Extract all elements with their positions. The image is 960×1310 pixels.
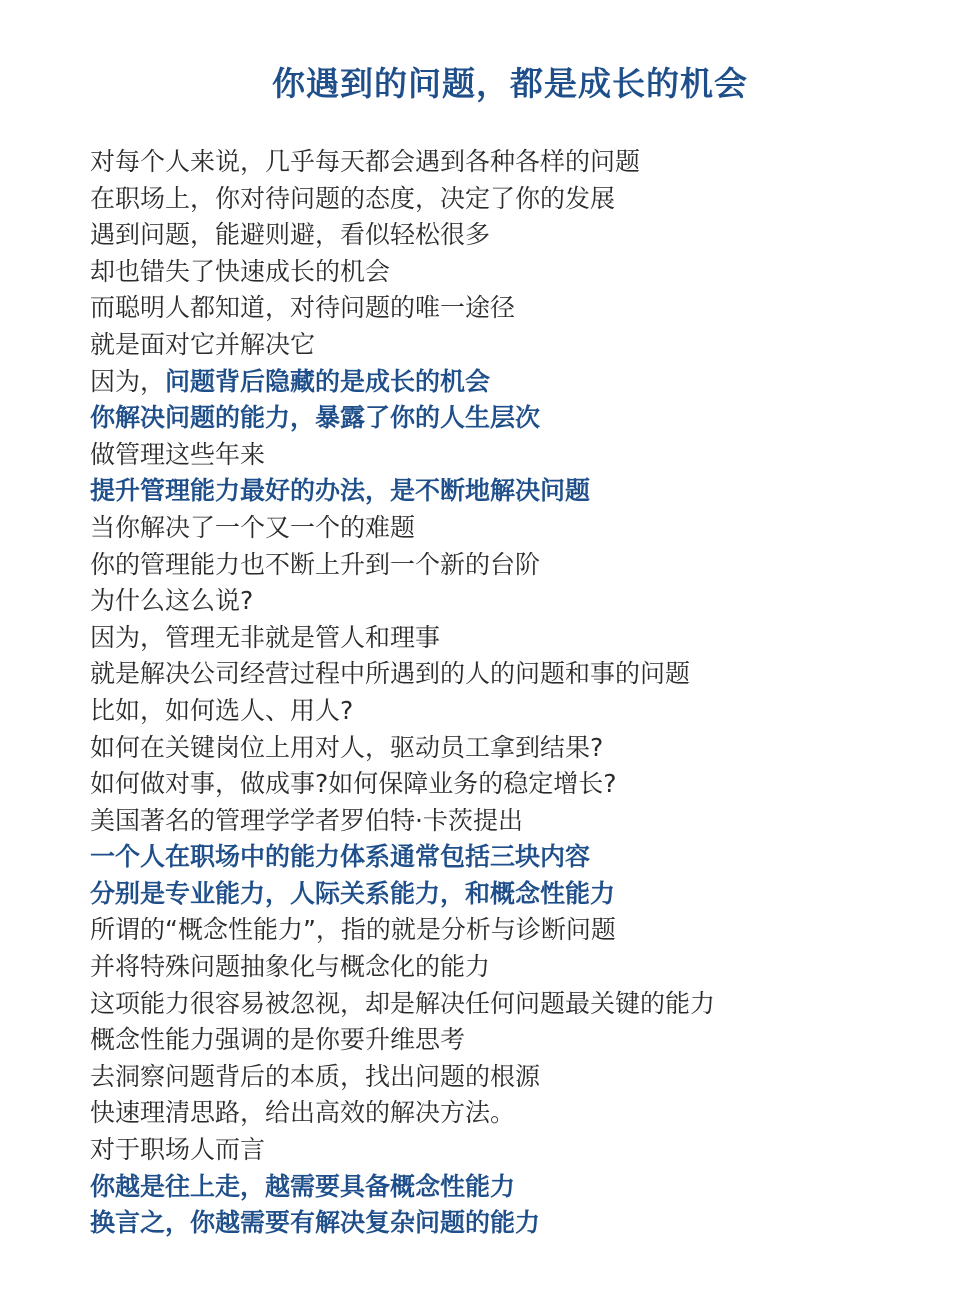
- article-line: 比如，如何选人、用人?: [90, 695, 354, 725]
- article-line: 因为，管理无非就是管人和理事: [90, 622, 441, 652]
- article-body: [90, 144, 930, 1242]
- highlighted-phrase: 问题背后隐藏的是成长的机会: [165, 366, 491, 396]
- article-line: 对每个人来说，几乎每天都会遇到各种各样的问题: [90, 147, 641, 176]
- article-line: 去洞察问题背后的本质，找出问题的根源: [90, 1061, 541, 1091]
- article-line: 这项能力很容易被忽视，却是解决任何问题最关键的能力: [90, 988, 716, 1018]
- article-line: 如何做对事，做成事?如何保障业务的稳定增长?: [90, 769, 617, 799]
- article-line: 快速理清思路，给出高效的解决方法。: [90, 1098, 516, 1128]
- article-line: 如何在关键岗位上用对人，驱动员工拿到结果?: [90, 732, 604, 762]
- article-line: 却也错失了快速成长的机会: [90, 256, 391, 286]
- article-line: 就是面对它并解决它: [90, 329, 316, 359]
- article-line: 做管理这些年来: [90, 439, 266, 469]
- article-line: 在职场上，你对待问题的态度，决定了你的发展: [90, 183, 616, 213]
- highlighted-line: 提升管理能力最好的办法，是不断地解决问题: [90, 476, 591, 506]
- article-line: 遇到问题，能避则避，看似轻松很多: [90, 220, 491, 250]
- highlighted-line: 分别是专业能力，人际关系能力，和概念性能力: [90, 878, 616, 908]
- article-line: 就是解决公司经营过程中所遇到的人的问题和事的问题: [90, 659, 691, 689]
- highlighted-line: 一个人在职场中的能力体系通常包括三块内容: [90, 842, 591, 872]
- article-line: 并将特殊问题抽象化与概念化的能力: [90, 952, 491, 982]
- highlighted-line: 换言之，你越需要有解决复杂问题的能力: [90, 1208, 541, 1238]
- article-line: [90, 364, 930, 401]
- article-line: 所谓的“概念性能力”，指的就是分析与诊断问题: [90, 915, 616, 945]
- page-title: 你遇到的问题，都是成长的机会: [272, 64, 748, 103]
- article-line: 为什么这么说?: [90, 586, 254, 616]
- article-line: 对于职场人而言: [90, 1135, 266, 1165]
- article-line: 当你解决了一个又一个的难题: [90, 512, 416, 542]
- article-line: 概念性能力强调的是你要升维思考: [90, 1025, 466, 1055]
- article-line: 你的管理能力也不断上升到一个新的台阶: [90, 549, 541, 579]
- highlighted-line: 你解决问题的能力，暴露了你的人生层次: [90, 403, 541, 433]
- highlighted-line: 你越是往上走，越需要具备概念性能力: [90, 1171, 516, 1201]
- line-prefix: 因为，: [90, 366, 166, 396]
- article-line: 而聪明人都知道，对待问题的唯一途径: [90, 293, 516, 323]
- article-line: 美国著名的管理学学者罗伯特·卡茨提出: [90, 805, 523, 835]
